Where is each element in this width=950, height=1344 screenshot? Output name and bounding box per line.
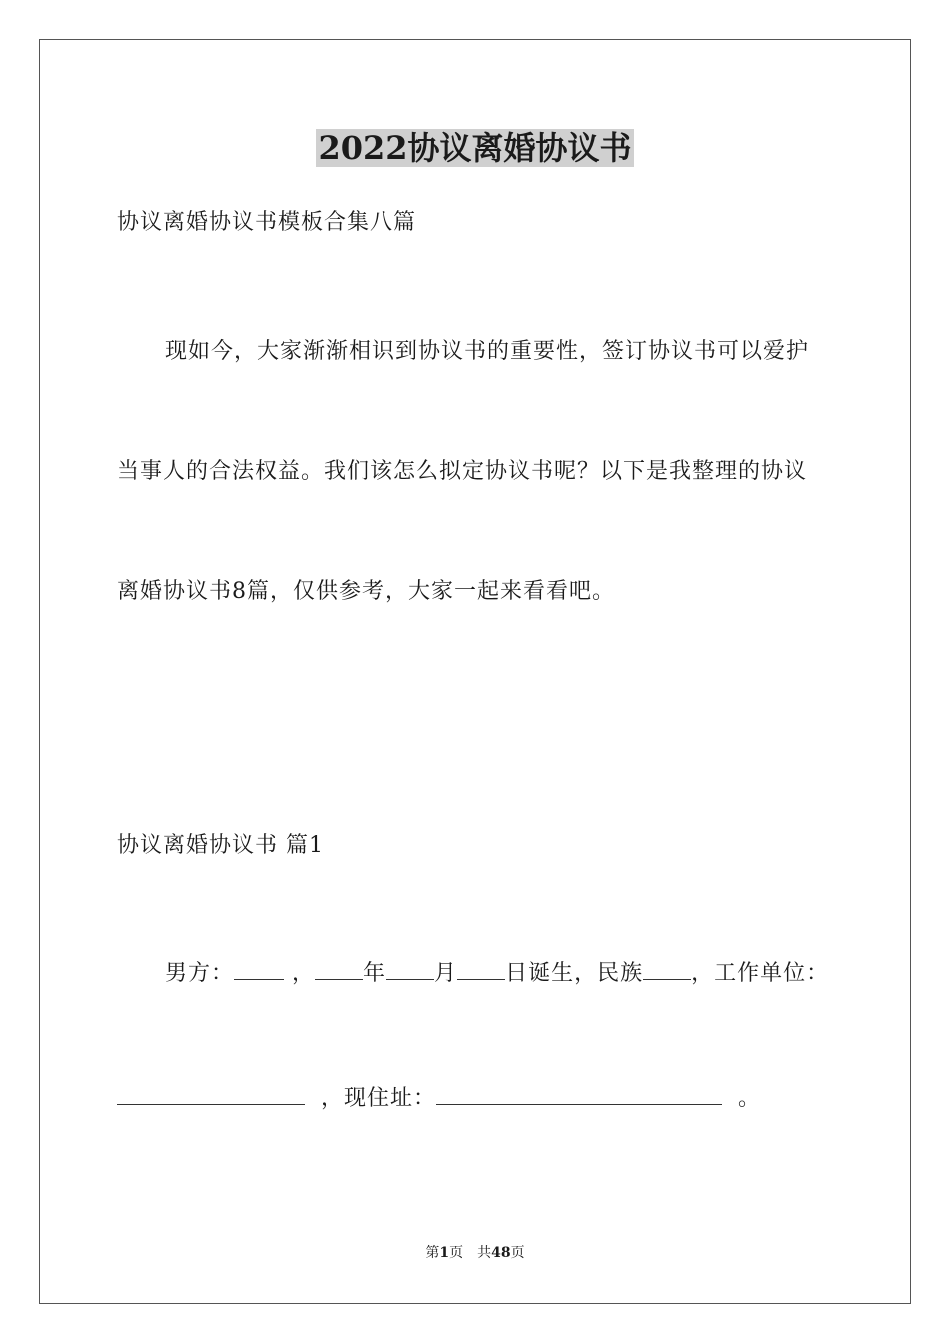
birth-month-blank <box>386 957 434 980</box>
section-heading: 协议离婚协议书 篇1 <box>117 833 324 858</box>
male-comma: ， <box>292 961 316 986</box>
male-name-blank <box>234 957 284 980</box>
footer-total-pages: 48 <box>491 1245 511 1261</box>
document-title <box>0 128 950 168</box>
footer-suffix: 页 <box>510 1245 525 1261</box>
address-blank <box>436 1082 722 1105</box>
address-line <box>117 1082 761 1114</box>
male-party-line <box>165 957 829 989</box>
birth-day-blank <box>457 957 505 980</box>
month-label: 月 <box>434 961 458 986</box>
page-footer <box>0 1243 950 1263</box>
address-end: 。 <box>738 1086 762 1111</box>
ethnicity-blank <box>643 957 691 980</box>
year-label: 年 <box>363 961 387 986</box>
birth-year-blank <box>315 957 363 980</box>
footer-current-page: 1 <box>439 1245 450 1261</box>
male-label: 男方： <box>165 961 235 986</box>
footer-mid: 页 共 <box>449 1245 492 1261</box>
work-unit-blank <box>117 1082 305 1105</box>
document-title-text: 2022协议离婚协议书 <box>318 129 632 167</box>
birth-label: 日诞生，民族 <box>505 961 644 986</box>
intro-line-3: 离婚协议书8篇，仅供参考，大家一起来看看吧。 <box>117 579 615 604</box>
document-subtitle: 协议离婚协议书模板合集八篇 <box>117 210 417 235</box>
address-label: ，现住址： <box>321 1086 437 1111</box>
intro-line-2: 当事人的合法权益。我们该怎么拟定协议书呢？以下是我整理的协议 <box>117 459 808 484</box>
footer-prefix: 第 <box>425 1245 440 1261</box>
work-label: ，工作单位： <box>691 961 830 986</box>
intro-line-1: 现如今，大家渐渐相识到协议书的重要性，签订协议书可以爱护 <box>165 339 810 364</box>
